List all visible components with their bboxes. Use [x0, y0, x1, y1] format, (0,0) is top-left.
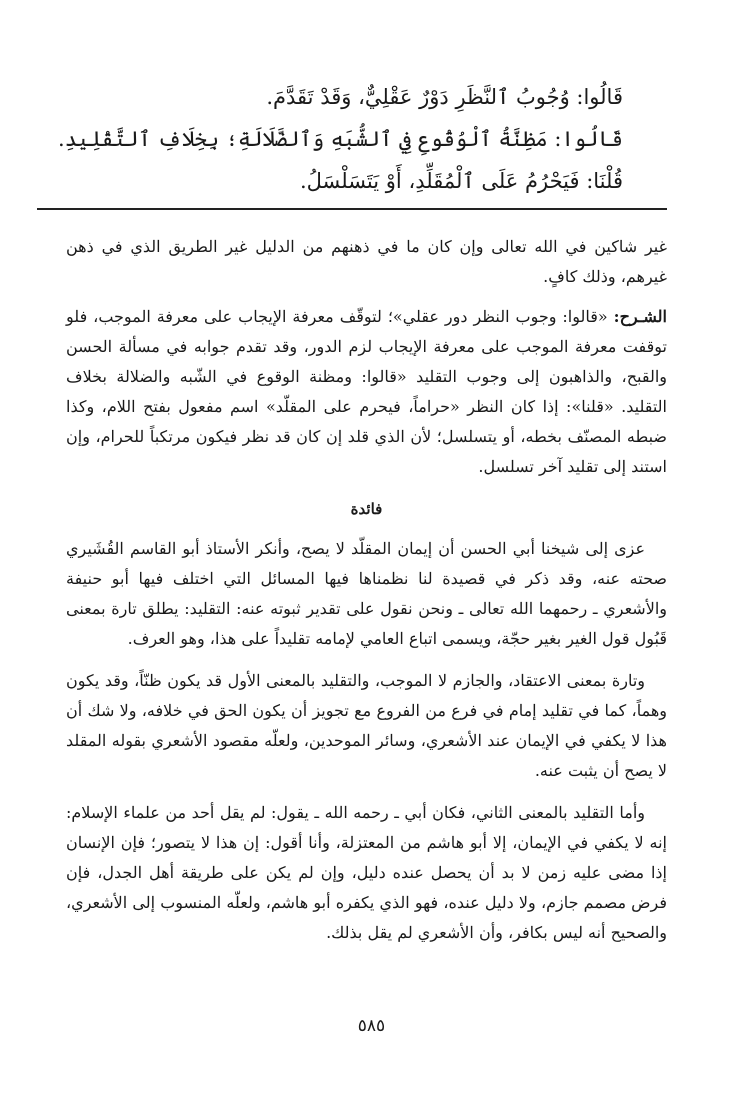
commentary-paragraph-5: وأما التقليد بالمعنى الثاني، فكان أبي ـ رحمه الله ـ يقول: لم يقل أحد من علماء الإسلام: إنه لا يكفي في الإيمان، إلا أبو هاشم من المعتزلة، وأنا أقول: إن هذا لا يتصور؛ فإن الإنسان إذا مضى عليه زمن لا بد أن يحصل عنده دليل، وإن لم يكن على طريقة أهل الجدل، فإن فرض مصمم جازم، ولا دليل عنده، فهو الذي يكفره أبو هاشم، ولعلّه المنسوب إلى الأشعري، والصحيح أنه ليس بكافر، وأن الأشعري لم يقل بذلك.: [66, 803, 667, 942]
commentary-paragraph-2: [66, 302, 667, 482]
matn-line-3: قُلْنَا: فَيَحْرُمُ عَلَى ٱلْمُقَلِّدِ، أَوْ يَتَسَلْسَلُ.: [299, 169, 623, 193]
section-heading: فائدة: [350, 500, 383, 518]
commentary-paragraph-1: غير شاكين في الله تعالى وإن كان ما في ذهنهم من الدليل غير الطريق الذي في ذهن غيرهم، وذلك كافٍ.: [66, 237, 667, 286]
matn-verses: [40, 76, 623, 202]
sharh-label: الشـرح:: [613, 307, 667, 326]
matn-line-1: قَالُوا: وُجُوبُ ٱلنَّظَرِ دَوْرٌ عَقْلِيٌّ، وَقَدْ تَقَدَّمَ.: [266, 85, 623, 109]
commentary-body: [66, 232, 667, 960]
page-number: ٥٨٥: [357, 1016, 386, 1036]
separator-rule: [37, 208, 667, 210]
commentary-paragraph-4: وتارة بمعنى الاعتقاد، والجازم لا الموجب، والتقليد بالمعنى الأول قد يكون ظنّاً، وقد يكون وهماً، كما في تقليد إمام في فرع من الفروع مع تجويز أن يكون الحق في خلافه، ولا شك أن هذا لا يكفي في الإيمان عند الأشعري، وسائر الموحدين، ولعلّه مقصود الأشعري بقوله المقلد لا يصح أن يثبت عنه.: [66, 671, 667, 780]
sharh-text: «قالوا: وجوب النظر دور عقلي»؛ لتوقّف معرفة الإيجاب على معرفة الموجب، فلو توقفت معرفة الموجب على معرفة الإيجاب لزم الدور، وقد تقدم جوابه في مسألة الحسن والقبح، والذاهبون إلى وجوب التقليد «قالوا: ومظنة الوقوع في الشّبه والضلالة بخلاف التقليد. «قلنا»: إذا كان النظر «حراماً، فيحرم على المقلّد» اسم مفعول بفتح اللام، وكذا ضبطه المصنّف بخطه، أو يتسلسل؛ لأن الذي قلد إن كان قد نظر فيكون مرتكباً للحرام، وإن استند إلى تقليد آخر تسلسل.: [66, 307, 667, 476]
commentary-paragraph-3: عزى إلى شيخنا أبي الحسن أن إيمان المقلّد لا يصح، وأنكر الأستاذ أبو القاسم القُشَيري صحته عنه، وقد ذكر في قصيدة لنا نظمناها فيها المسائل التي اختلف فيها أبو حنيفة والأشعري ـ رحمهما الله تعالى ـ ونحن نقول على تقدير ثبوته عنه: التقليد: يطلق تارة بمعنى قَبُول قول الغير بغير حجّة، ويسمى اتباع العامي لإمامه تقليداً على هذا، وهو العرف.: [66, 539, 668, 648]
matn-line-2: قَالُوا: مَظِنَّةُ ٱلْوُقُوعِ فِي ٱلشُّبَهِ وَٱلضَّلَالَةِ؛ بِخِلَافِ ٱلتَّقْلِيدِ.: [58, 127, 623, 151]
